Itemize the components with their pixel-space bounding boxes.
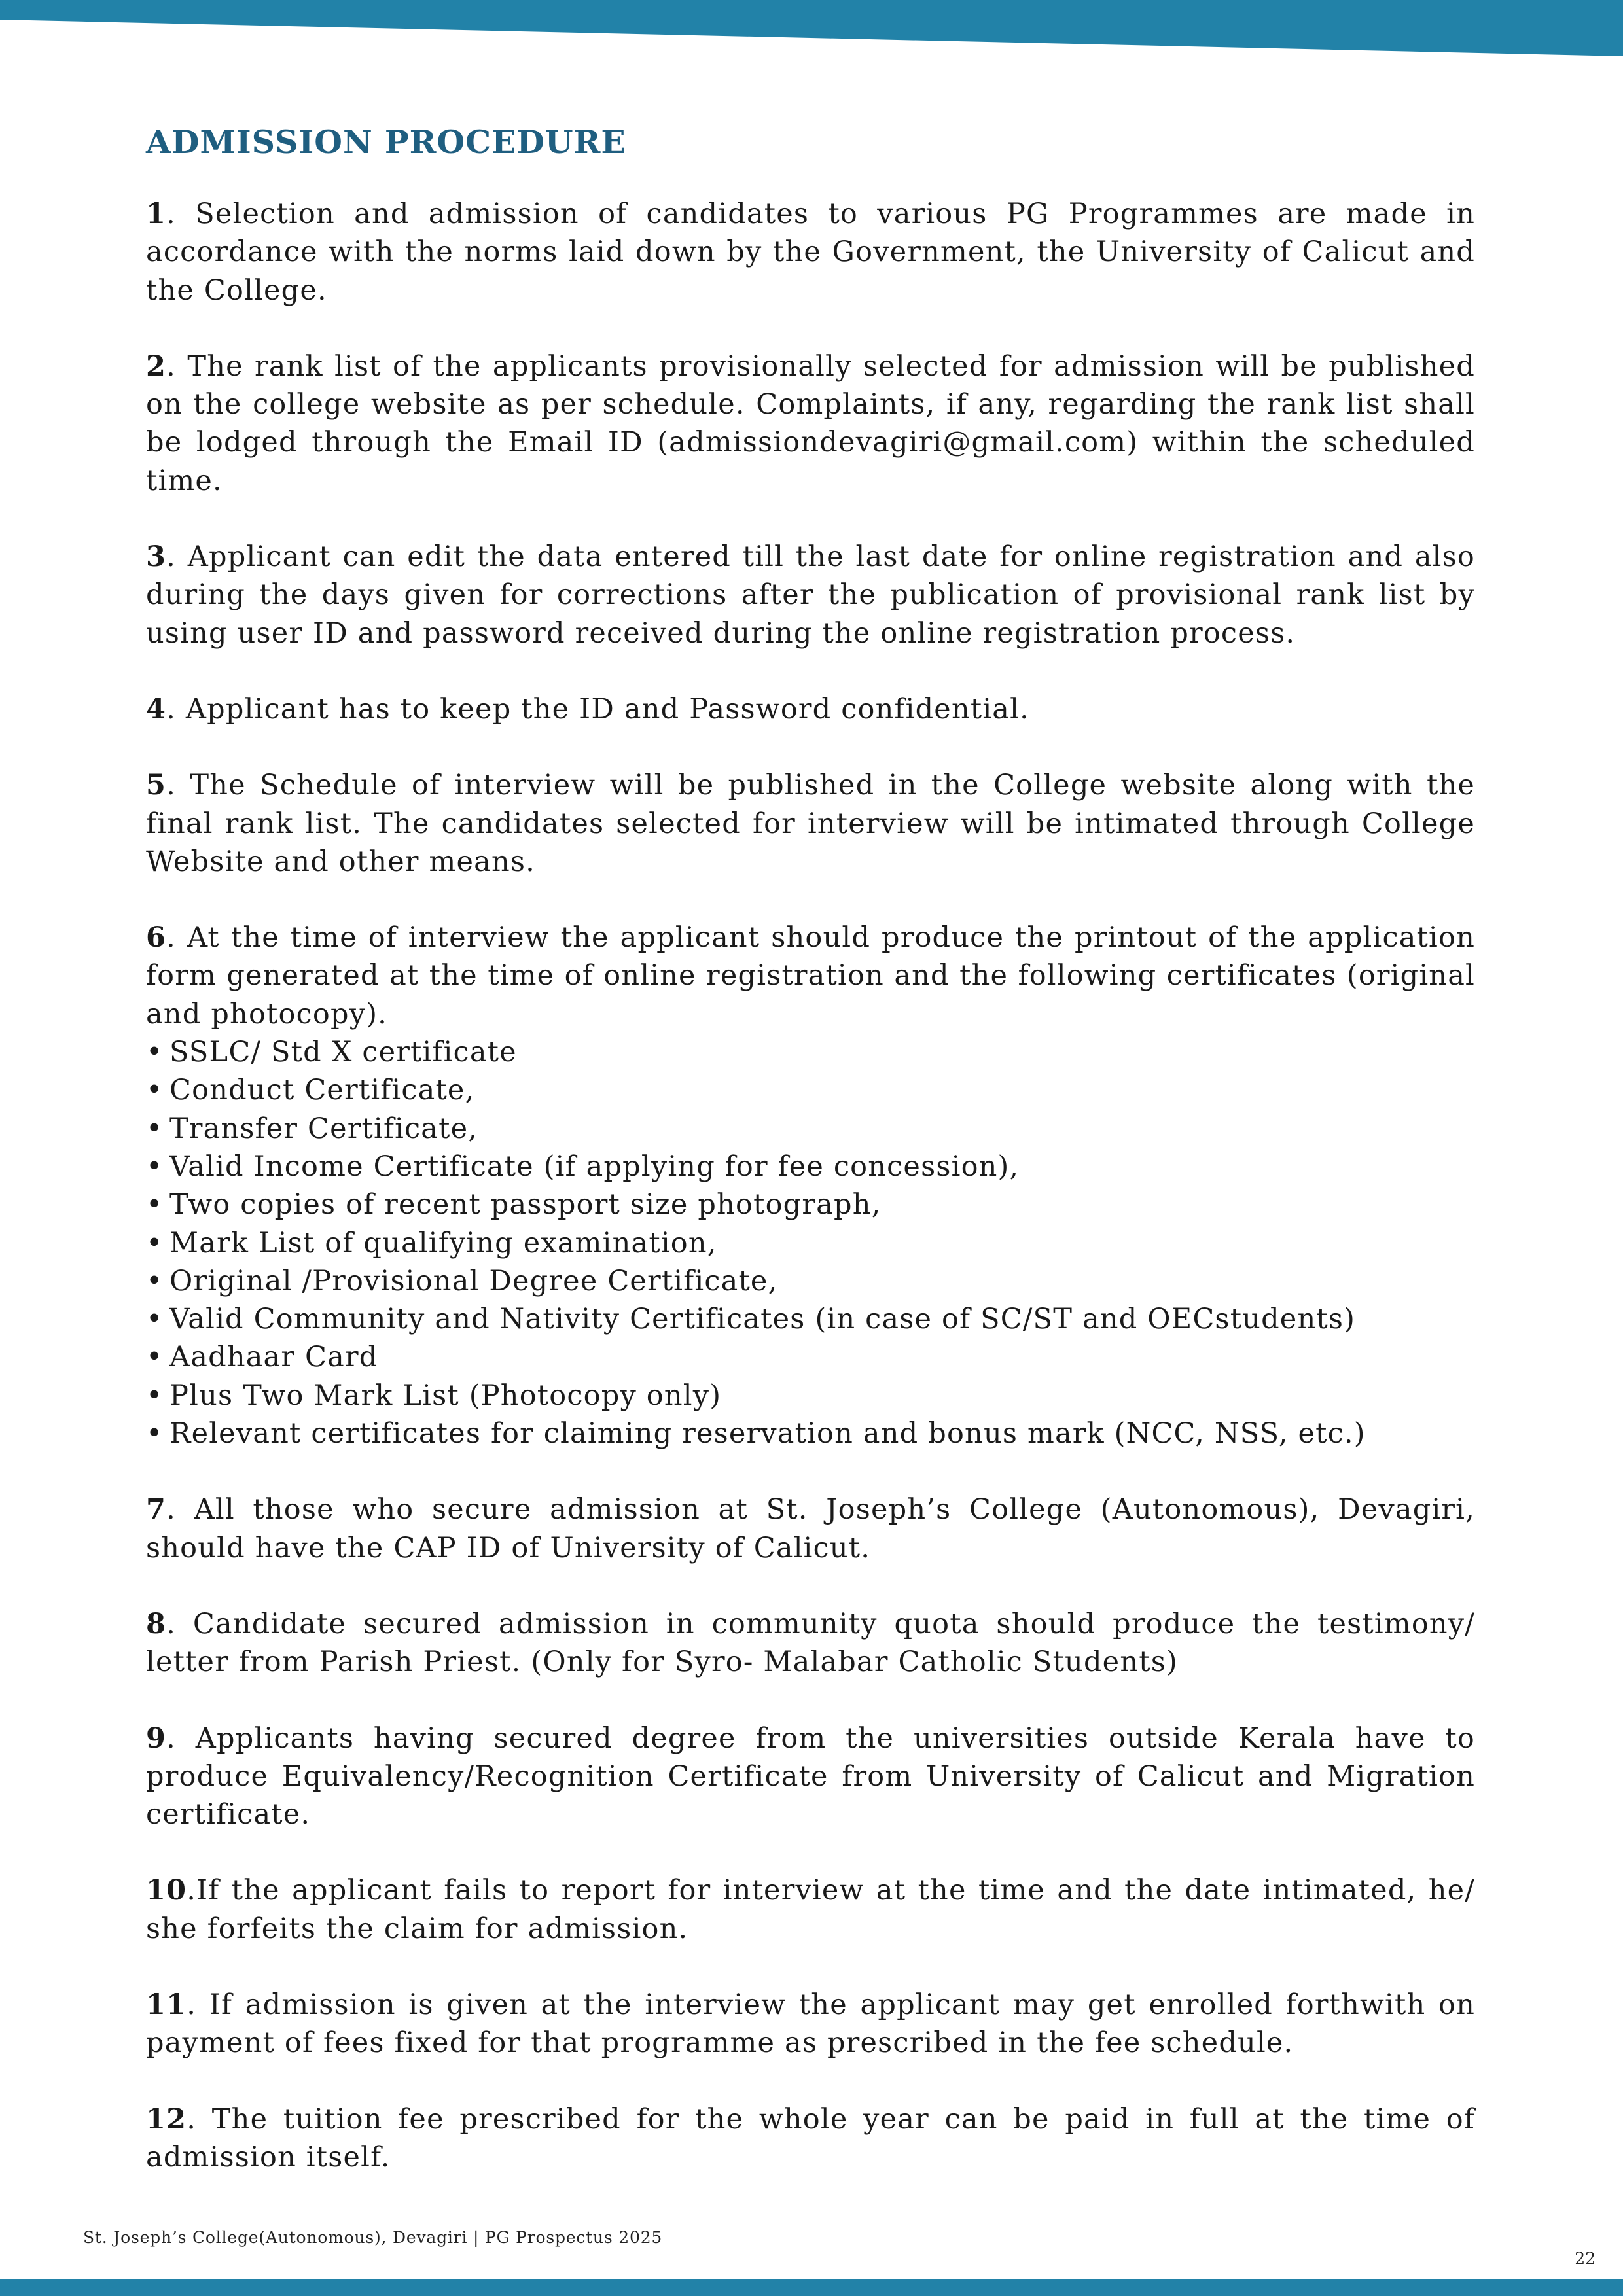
- item-number: 1: [146, 198, 167, 230]
- bullet-icon: •: [146, 1264, 164, 1298]
- item-number: 5: [146, 769, 167, 802]
- item-number: 2: [146, 349, 167, 383]
- item-text: Applicants having secured degree from the universities outside Kerala have to produce Equivalency/Recognition Certificate from University of Calicut and Migration certificate.: [146, 1722, 1475, 1831]
- bullet-icon: •: [146, 1303, 164, 1336]
- item-number: 7: [146, 1493, 167, 1527]
- top-decorative-band: [0, 0, 1623, 59]
- item-text: The rank list of the applicants provisionally selected for admission will be published on the college website as per schedule. Complaints, if any, regarding the rank list shall be lodged through the Email ID (admissiondevagiri@gmail.com) within the scheduled time.: [146, 349, 1475, 497]
- procedure-item-4: 4. Applicant has to keep the ID and Password confidential.: [146, 692, 1029, 726]
- item-number: 12: [146, 2102, 187, 2136]
- list-item: • Valid Income Certificate (if applying for fee concession),: [146, 1148, 1475, 1186]
- page-title: ADMISSION PROCEDURE: [146, 123, 626, 161]
- procedure-item-2: 2. The rank list of the applicants provisionally selected for admission will be published on the college website as per schedule. Complaints, if any, regarding the rank list shall be lodged through the Email ID (admissiondevagiri@gmail.com) within the scheduled time.: [146, 349, 1475, 497]
- list-item: • Relevant certificates for claiming reservation and bonus mark (NCC, NSS, etc.): [146, 1415, 1475, 1453]
- procedure-item-6: [146, 919, 1475, 1453]
- procedure-item-5: 5. The Schedule of interview will be published in the College website along with the final rank list. The candidates selected for interview will be intimated through College Website and other means.: [146, 769, 1475, 878]
- procedure-item-7: 7. All those who secure admission at St. Joseph’s College (Autonomous), Devagiri, should have the CAP ID of University of Calicut.: [146, 1493, 1475, 1564]
- item-text: Selection and admission of candidates to various PG Programmes are made in accordance with the norms laid down by the Government, the University of Calicut and the College.: [146, 198, 1475, 307]
- item-number: 4: [146, 692, 167, 726]
- bullet-icon: •: [146, 1417, 164, 1451]
- item-number: 11: [146, 1988, 187, 2021]
- item-number: 9: [146, 1722, 167, 1755]
- list-item: • Aadhaar Card: [146, 1338, 1475, 1376]
- footer-text: St. Joseph’s College(Autonomous), Devagiri | PG Prospectus 2025: [83, 2228, 663, 2247]
- list-item: • Two copies of recent passport size photograph,: [146, 1186, 1475, 1224]
- procedure-item-12: 12. The tuition fee prescribed for the whole year can be paid in full at the time of admission itself.: [146, 2102, 1475, 2174]
- main-content: [146, 123, 1475, 2214]
- item-number: 8: [146, 1607, 167, 1640]
- item-number: 10: [146, 1874, 187, 1907]
- bullet-icon: •: [146, 1112, 164, 1145]
- list-item: • Plus Two Mark List (Photocopy only): [146, 1377, 1475, 1415]
- procedure-item-1: 1. Selection and admission of candidates to various PG Programmes are made in accordance with the norms laid down by the Government, the University of Calicut and the College.: [146, 198, 1475, 307]
- list-item: • Conduct Certificate,: [146, 1071, 1475, 1109]
- bullet-icon: •: [146, 1379, 164, 1412]
- list-item: • Mark List of qualifying examination,: [146, 1224, 1475, 1262]
- certificate-list: [146, 1033, 1475, 1453]
- item-text: Applicant has to keep the ID and Password confidential.: [185, 692, 1029, 726]
- procedure-item-3: 3. Applicant can edit the data entered till the last date for online registration and also during the days given for corrections after the publication of provisional rank list by using user ID and password received during the online registration process.: [146, 540, 1475, 650]
- item-text: Candidate secured admission in community quota should produce the testimony/ letter from Parish Priest. (Only for Syro- Malabar Catholic Students): [146, 1607, 1475, 1679]
- item-number: 6: [146, 921, 167, 955]
- procedure-item-10: 10.If the applicant fails to report for interview at the time and the date intimated, he/ she forfeits the claim for admission.: [146, 1874, 1475, 1945]
- item-text: At the time of interview the applicant should produce the printout of the application form generated at the time of online registration and the following certificates (original and photocopy).: [146, 921, 1475, 1031]
- bullet-icon: •: [146, 1226, 164, 1260]
- bullet-icon: •: [146, 1036, 164, 1069]
- bottom-decorative-band: [0, 2279, 1623, 2296]
- procedure-item-11: 11. If admission is given at the interview the applicant may get enrolled forthwith on payment of fees fixed for that programme as prescribed in the fee schedule.: [146, 1988, 1475, 2060]
- bullet-icon: •: [146, 1188, 164, 1222]
- procedure-item-9: 9. Applicants having secured degree from the universities outside Kerala have to produce Equivalency/Recognition Certificate from University of Calicut and Migration certificate.: [146, 1722, 1475, 1831]
- list-item: • Transfer Certificate,: [146, 1110, 1475, 1148]
- item-text: The Schedule of interview will be published in the College website along with the final rank list. The candidates selected for interview will be intimated through College Website and other means.: [146, 769, 1475, 878]
- item-text: If admission is given at the interview the applicant may get enrolled forthwith on payment of fees fixed for that programme as prescribed in the fee schedule.: [146, 1988, 1475, 2060]
- list-item: • SSLC/ Std X certificate: [146, 1033, 1475, 1071]
- list-item: • Valid Community and Nativity Certificates (in case of SC/ST and OECstudents): [146, 1300, 1475, 1338]
- item-text: All those who secure admission at St. Joseph’s College (Autonomous), Devagiri, should have the CAP ID of University of Calicut.: [146, 1493, 1475, 1564]
- item-number: 3: [146, 540, 167, 574]
- item-text: Applicant can edit the data entered till the last date for online registration and also during the days given for corrections after the publication of provisional rank list by using user ID and password received during the online registration process.: [146, 540, 1475, 650]
- list-item: • Original /Provisional Degree Certificate,: [146, 1262, 1475, 1300]
- item-text: The tuition fee prescribed for the whole year can be paid in full at the time of admission itself.: [146, 2102, 1475, 2174]
- page-number: 22: [1575, 2249, 1596, 2268]
- item-text: If the applicant fails to report for interview at the time and the date intimated, he/ she forfeits the claim for admission.: [146, 1874, 1475, 1945]
- item-6-intro: 6. At the time of interview the applicant should produce the printout of the application form generated at the time of online registration and the following certificates (original and photocopy).: [146, 921, 1475, 1031]
- bullet-icon: •: [146, 1150, 164, 1183]
- bullet-icon: •: [146, 1341, 164, 1374]
- bullet-icon: •: [146, 1074, 164, 1107]
- procedure-item-8: 8. Candidate secured admission in community quota should produce the testimony/ letter from Parish Priest. (Only for Syro- Malabar Catholic Students): [146, 1607, 1475, 1679]
